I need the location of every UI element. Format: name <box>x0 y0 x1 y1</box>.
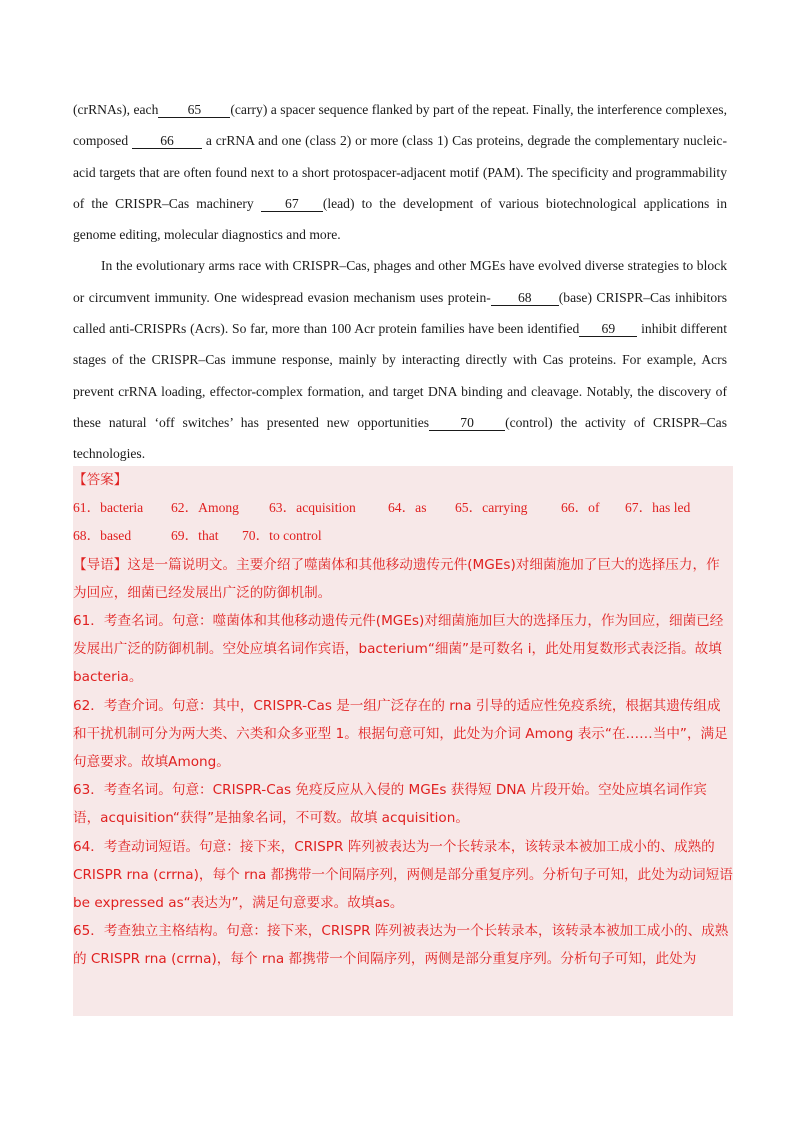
guide-text: 【导语】这是一篇说明文。主要介绍了噬菌体和其他移动遗传元件(MGEs)对细菌施加了巨大的选择压力，作为回应，细菌已经发展出广泛的防御机制。 <box>73 556 720 601</box>
blank-67: 67 <box>261 196 323 212</box>
explanation-63: 63．考查名词。句意：CRISPR-Cas 免疫反应从入侵的 MGEs 获得短 DNA 片段开始。空处应填名词作宾语，acquisition“获得”是抽象名词，不可数。故填 acquisition。 <box>73 782 707 827</box>
text-run: (base) CRISPR–Cas inhibitors called anti-CRISPRs (Acrs). So far, more than 100 Acr protein families have been identified <box>73 289 727 337</box>
answer-item: 62．Among <box>171 500 239 516</box>
answer-item: 63．acquisition <box>269 500 356 516</box>
cloze-passage <box>73 94 727 470</box>
answer-item: 70．to control <box>242 528 322 544</box>
blank-68: 68 <box>491 290 559 306</box>
answer-item: 66．of <box>561 500 600 516</box>
text-run: inhibit different stages of the CRISPR–Cas immune response, mainly by interacting directly with Cas proteins. For example, Acrs prevent crRNA loading, effector-complex formation, and target DNA binding and cleavage. Notably, the discovery of these natural ‘off switches’ has presented new opportunities <box>73 321 728 430</box>
explanation-65: 65．考查独立主格结构。句意：接下来，CRISPR 阵列被表达为一个长转录本，该转录本被加工成小的、成熟的 CRISPR rna (crrna)，每个 rna 都携带一个间隔序列，两侧是部分重复序列。分析句子可知，此处为 <box>73 923 729 968</box>
paragraph-1 <box>73 94 727 250</box>
explanation-62: 62．考查介词。句意：其中，CRISPR-Cas 是一组广泛存在的 rna 引导的适应性免疫系统，根据其遗传组成和干扰机制可分为两大类、六类和众多亚型 1。根据句意可知，此处为介词 Among 表示“在……当中”，满足句意要求。故填Among。 <box>73 697 728 771</box>
explanation-61: 61．考查名词。句意：噬菌体和其他移动遗传元件(MGEs)对细菌施加巨大的选择压力，作为回应，细菌已经发展出广泛的防御机制。空处应填名词作宾语，bacterium“细菌”是可数名 i，此处用复数形式表泛指。故填bacteria。 <box>73 613 724 686</box>
blank-66: 66 <box>132 133 202 149</box>
answer-row-1 <box>73 494 733 522</box>
answer-item: 68．based <box>73 528 132 544</box>
explanation-64: 64．考查动词短语。句意：接下来，CRISPR 阵列被表达为一个长转录本，该转录本被加工成小的、成熟的 CRISPR rna (crrna)，每个 rna 都携带一个间隔序列，两侧是部分重复序列。分析句子可知，此处为动词短语 be expressed as“表达为”，满足句意要求。故填as。 <box>73 838 733 912</box>
answer-item: 69．that <box>171 528 219 544</box>
blank-70: 70 <box>429 415 505 431</box>
paragraph-2 <box>73 250 727 469</box>
text-run: (crRNAs), each <box>73 102 159 117</box>
text-run: a crRNA and one (class 2) or more (class 1) Cas proteins, degrade the complementary nucleic-acid targets that are often found next to a short protospacer-adjacent motif (PAM). The specificity and programmability of the CRISPR–Cas machinery <box>73 133 727 211</box>
answer-item: 64．as <box>388 500 427 516</box>
answer-item: 65．carrying <box>455 500 528 516</box>
answer-heading: 【答案】 <box>73 472 128 488</box>
text-run: (lead) to the development of various biotechnological applications in genome editing, molecular diagnostics and more. <box>73 195 728 243</box>
answer-item: 61．bacteria <box>73 500 144 516</box>
blank-69: 69 <box>579 321 637 337</box>
text-run: (carry) a spacer sequence flanked by part of the repeat. Finally, the interference complexes, composed <box>73 102 727 149</box>
text-run: (control) the activity of CRISPR–Cas technologies. <box>73 414 727 462</box>
answer-item: 67．has led <box>625 500 691 516</box>
text-run: In the evolutionary arms race with CRISPR–Cas, phages and other MGEs have evolved diverse strategies to block or circumvent immunity. One widespread evasion mechanism uses protein- <box>73 258 727 305</box>
blank-65: 65 <box>158 102 230 118</box>
answer-row-2 <box>73 522 733 550</box>
answer-section <box>73 466 733 1016</box>
